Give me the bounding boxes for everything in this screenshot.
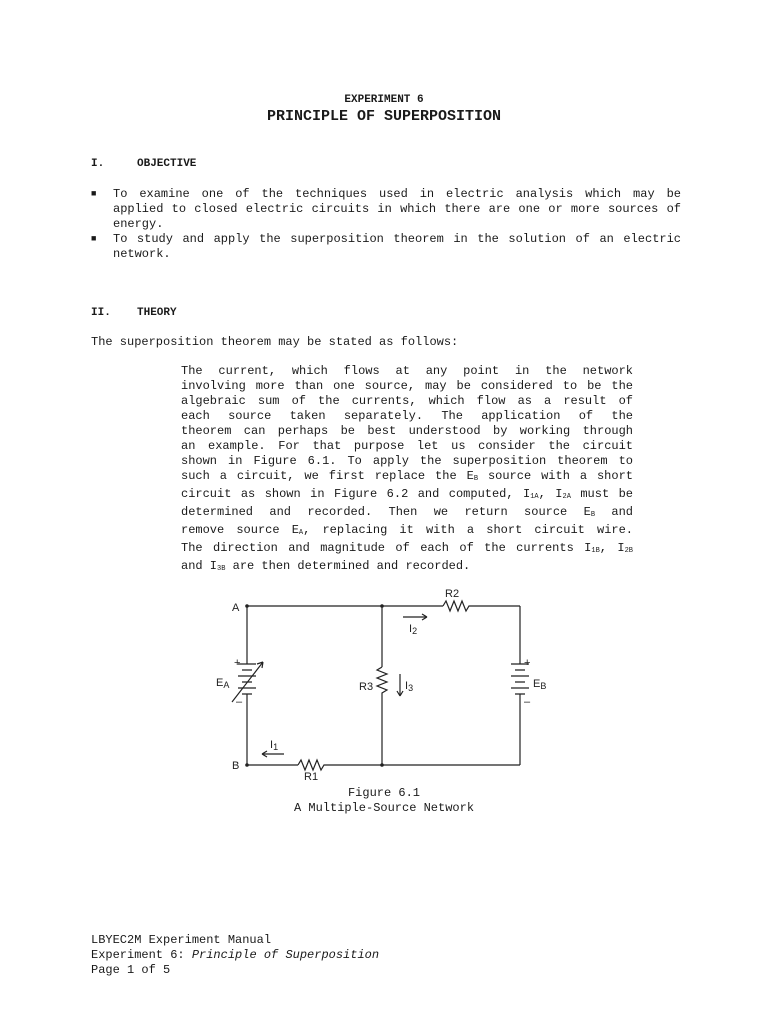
r2-label: R2 [445,588,460,600]
eb-subscript: B [540,681,547,691]
eb-plus-label: + [524,657,531,669]
ea-plus-label: + [234,657,241,669]
subscript: 1B [591,547,600,555]
battery-eb [511,664,529,698]
page-footer [91,933,379,978]
subscript: 2B [624,547,633,555]
eb-symbol: E [533,678,541,690]
ea-minus-label: – [236,696,243,708]
node-a-label: A [232,602,240,614]
bullet-icon: ■ [91,234,97,244]
subscript: 1A [530,493,539,501]
subscript: 3B [217,565,226,573]
i3-label [405,680,413,693]
quote-fragment: and I [181,559,218,573]
quote-fragment: circuit as shown in Figure 6.2 and computed, I [181,487,531,501]
quote-fragment: source with a short [478,469,633,483]
subscript: A [298,529,304,537]
quote-line: shown in Figure 6.1. To apply the superposition theorem to [181,454,633,468]
battery-ea [238,664,256,698]
quote-fragment: determined and recorded. Then we return source E [181,505,591,519]
footer-page: Page 1 of 5 [91,963,171,977]
quote-fragment: must be [570,487,634,501]
quote-fragment: and [595,505,634,519]
footer-experiment-prefix: Experiment 6: [91,948,192,962]
quote-line: an example. For that purpose let us consider the circuit [181,439,633,453]
junction-dot [245,763,249,767]
i2-label [409,623,417,636]
quote-line: involving more than one source, may be considered to be the [181,379,633,393]
bullet-text: To study and apply the superposition theorem in the solution of an electric network. [113,232,681,261]
bullet-icon: ■ [91,189,97,199]
quote-fragment: such a circuit, we first replace the E [181,469,474,483]
resistor-r2 [443,601,520,611]
caption-number: Figure 6.1 [347,786,420,800]
footer-manual: LBYEC2M Experiment Manual [91,933,272,947]
r1-label: R1 [304,771,319,783]
quote-fragment: The direction and magnitude of each of the currents I [181,541,592,555]
quote-fragment: remove source E [181,523,299,537]
quote-fragment: , I [599,541,625,555]
i1-subscript: 1 [273,742,279,752]
i3-subscript: 3 [408,683,414,693]
i1-symbol: I [270,739,274,751]
junction-dot [245,604,249,608]
theory-intro: The superposition theorem may be stated as follows: [91,335,459,349]
i2-symbol: I [409,623,413,635]
i3-symbol: I [405,680,409,692]
i1-label [270,739,278,752]
quote-line: algebraic sum of the currents, which flow as a result of [181,394,633,408]
current-arrow-i2-icon [403,614,427,620]
section-number: I. [91,158,105,170]
section-title: THEORY [137,307,177,319]
quote-fragment: , replacing it with a short circuit wire. [303,523,633,537]
figure-caption [0,786,768,816]
quote-line: each source taken separately. The application of the [181,409,633,423]
current-arrow-i3-icon [397,674,403,696]
resistor-r3 [377,667,387,765]
bullet-text: To examine one of the techniques used in electric analysis which may be applied to closed electric circuits in which there are one or more sources of energy. [113,187,681,231]
page-title: PRINCIPLE OF SUPERPOSITION [266,108,502,125]
quote-fragment: are then determined and recorded. [225,559,471,573]
node-b-label: B [232,760,240,772]
subscript: B [590,511,596,519]
caption-text: A Multiple-Source Network [293,801,475,815]
ea-label [216,677,229,690]
resistor-r1 [298,760,520,770]
i2-subscript: 2 [412,626,418,636]
section-title: OBJECTIVE [137,158,197,170]
subscript: B [473,475,479,483]
footer-experiment-title: Principle of Superposition [191,948,380,962]
ea-symbol: E [216,677,224,689]
eb-label [533,678,546,691]
quote-fragment: , I [538,487,563,501]
quote-line: theorem can perhaps be best understood by working through [181,424,633,438]
ea-subscript: A [223,680,230,690]
r3-label: R3 [359,681,374,693]
subscript: 2A [562,493,571,501]
section-number: II. [91,307,111,319]
junction-dot [380,763,384,767]
eb-minus-label: – [524,696,531,708]
experiment-label: EXPERIMENT 6 [344,94,424,106]
quote-line: The current, which flows at any point in the network [181,364,633,378]
footer-experiment [91,948,379,963]
junction-dot [380,604,384,608]
